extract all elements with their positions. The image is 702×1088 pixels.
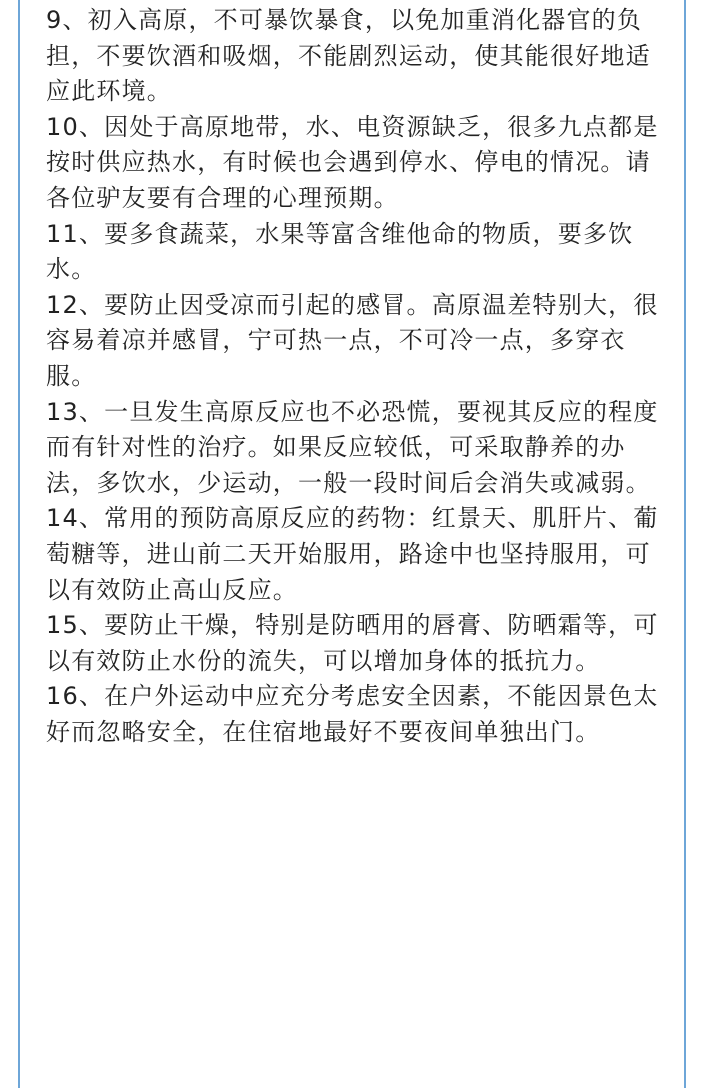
tip-item-13: 13、一旦发生高原反应也不必恐慌，要视其反应的程度而有针对性的治疗。如果反应较低，可采取静养的办法，多饮水，少运动，一般一段时间后会消失或减弱。	[46, 397, 659, 497]
tip-item-11: 11、要多食蔬菜，水果等富含维他命的物质，要多饮水。	[46, 219, 634, 284]
tip-item-9: 9、初入高原，不可暴饮暴食，以免加重消化器官的负担，不要饮酒和吸烟，不能剧烈运动，使其能很好地适应此环境。	[46, 6, 651, 106]
tip-item-16: 16、在户外运动中应充分考虑安全因素，不能因景色太好而忽略安全，在住宿地最好不要夜间单独出门。	[46, 682, 659, 746]
tip-item-14: 14、常用的预防高原反应的药物：红景天、肌肝片、葡萄糖等，进山前二天开始服用，路途中也坚持服用，可以有效防止高山反应。	[46, 504, 659, 604]
tip-item-15: 15、要防止干燥，特别是防晒用的唇膏、防晒霜等，可以有效防止水份的流失，可以增加身体的抵抗力。	[46, 611, 659, 675]
tip-item-12: 12、要防止因受凉而引起的感冒。高原温差特别大，很容易着凉并感冒，宁可热一点，不可冷一点，多穿衣服。	[46, 290, 659, 390]
tip-item-10: 10、因处于高原地带，水、电资源缺乏，很多九点都是按时供应热水，有时候也会遇到停水、停电的情况。请各位驴友要有合理的心理预期。	[46, 112, 659, 212]
tips-list	[46, 3, 666, 750]
